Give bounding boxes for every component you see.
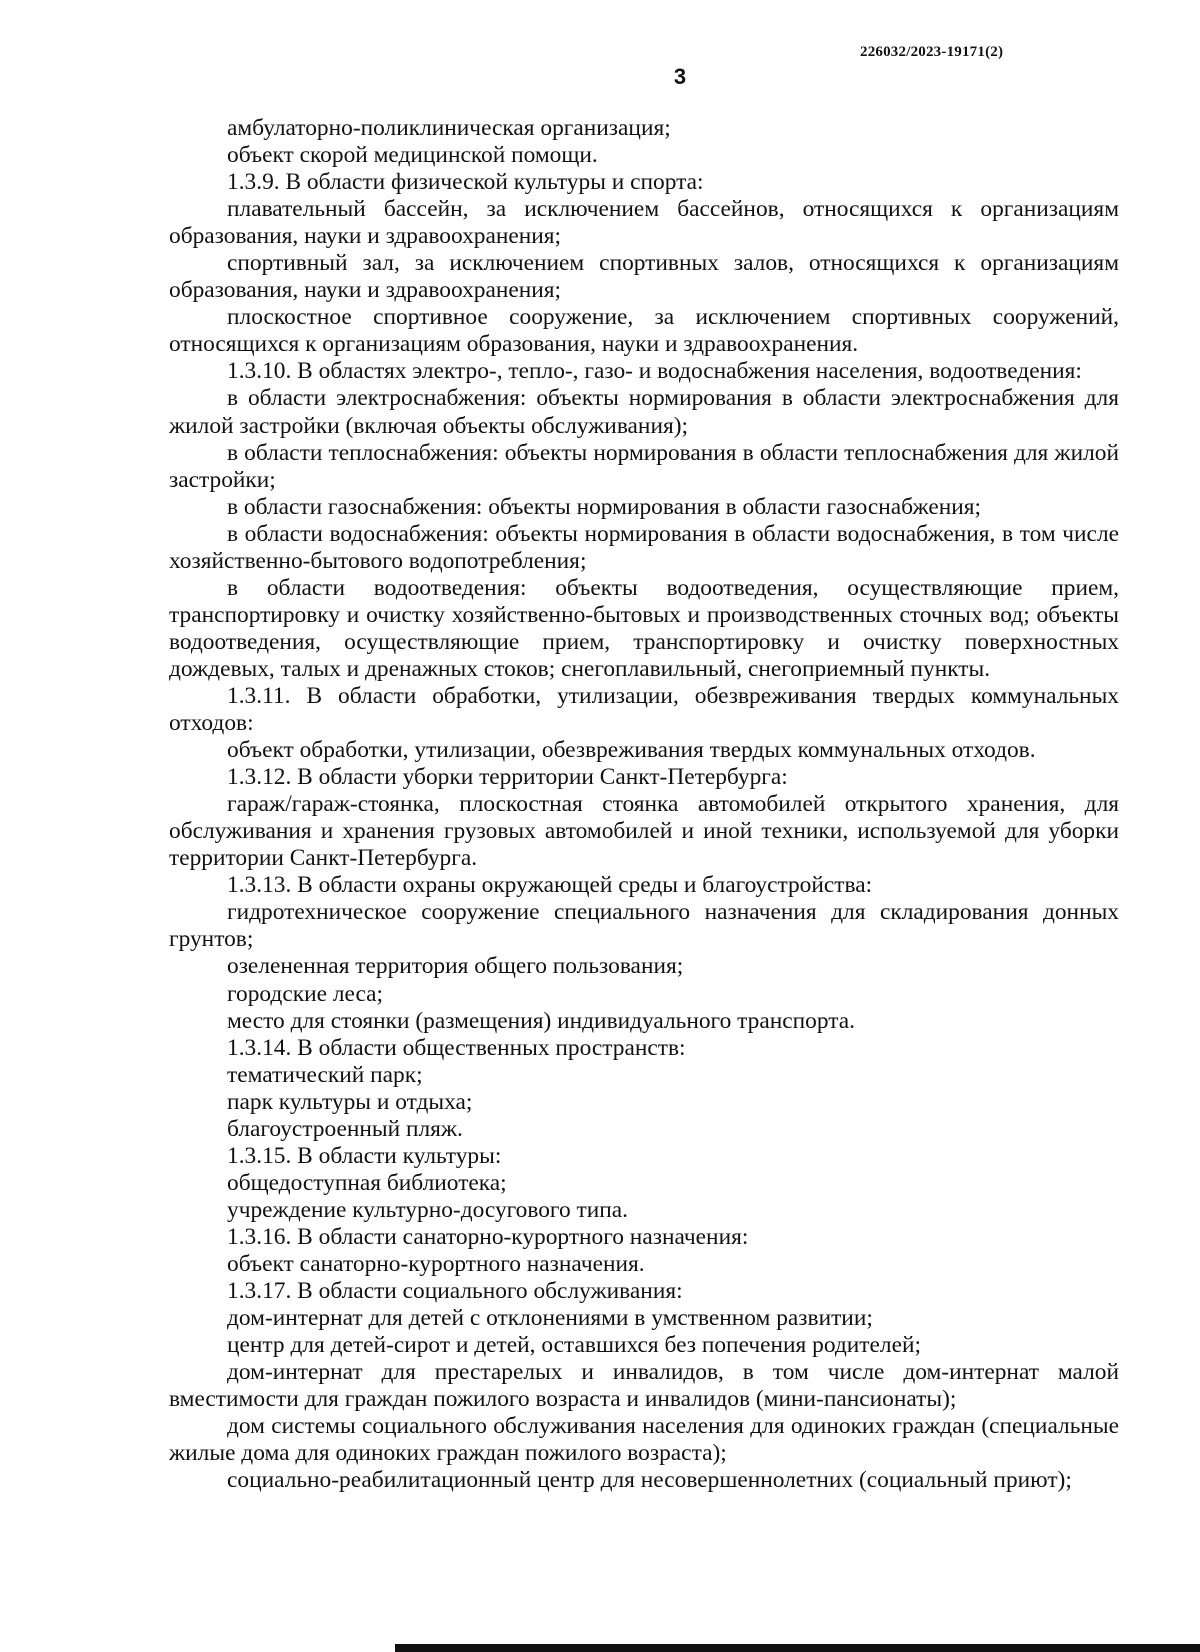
list-item: тематический парк;: [227, 1061, 423, 1088]
document-body: [169, 115, 1119, 1494]
list-item: дом системы социального обслуживания населения для одиноких граждан (специальные жилые дома для одиноких граждан пожилого возраста);: [169, 1413, 1119, 1467]
list-item: парк культуры и отдыха;: [227, 1088, 473, 1115]
section-heading: 1.3.13. В области охраны окружающей среды и благоустройства:: [227, 872, 873, 899]
list-item: дом-интернат для престарелых и инвалидов, в том числе дом-интернат малой вместимости для граждан пожилого возраста и инвалидов (мини-пансионаты);: [169, 1359, 1119, 1413]
section-heading: 1.3.10. В областях электро-, тепло-, газо- и водоснабжения населения, водоотведения:: [227, 358, 1082, 385]
list-item: объект обработки, утилизации, обезвреживания твердых коммунальных отходов.: [227, 737, 1036, 764]
section-heading: 1.3.12. В области уборки территории Санкт-Петербурга:: [227, 764, 788, 791]
list-item: городские леса;: [227, 980, 384, 1007]
list-item: дом-интернат для детей с отклонениями в умственном развитии;: [227, 1305, 873, 1332]
document-registration-number: 226032/2023-19171(2): [860, 44, 1004, 60]
list-item: объект санаторно-курортного назначения.: [227, 1250, 645, 1277]
list-item: озелененная территория общего пользования;: [227, 953, 684, 980]
list-item: социально-реабилитационный центр для несовершеннолетних (социальный приют);: [227, 1467, 1072, 1494]
list-item: в области водоотведения: объекты водоотведения, осуществляющие прием, транспортировку и очистку хозяйственно-бытовых и производственных сточных вод; объекты водоотведения, осуществляющие прием, транспортировку и очистку поверхностных дождевых, талых и дренажных стоков; снегоплавильный, снегоприемный пункты.: [169, 574, 1119, 682]
list-item: в области водоснабжения: объекты нормирования в области водоснабжения, в том числе хозяйственно-бытового водопотребления;: [169, 520, 1119, 574]
list-item: спортивный зал, за исключением спортивных залов, относящихся к организациям образования, науки и здравоохранения;: [169, 250, 1119, 304]
list-item: благоустроенный пляж.: [227, 1115, 463, 1142]
list-item: в области электроснабжения: объекты нормирования в области электроснабжения для жилой застройки (включая объекты обслуживания);: [169, 385, 1119, 439]
section-heading: 1.3.14. В области общественных пространств:: [227, 1034, 686, 1061]
section-heading: 1.3.9. В области физической культуры и спорта:: [227, 169, 704, 196]
section-heading: 1.3.16. В области санаторно-курортного назначения:: [227, 1223, 749, 1250]
list-item: гидротехническое сооружение специального назначения для складирования донных грунтов;: [169, 899, 1119, 953]
list-item: место для стоянки (размещения) индивидуального транспорта.: [227, 1007, 855, 1034]
list-item: центр для детей-сирот и детей, оставшихся без попечения родителей;: [227, 1332, 921, 1359]
list-item: плавательный бассейн, за исключением бассейнов, относящихся к организациям образования, науки и здравоохранения;: [169, 196, 1119, 250]
page-number: 3: [673, 64, 687, 89]
section-heading: 1.3.15. В области культуры:: [227, 1142, 502, 1169]
list-item: в области газоснабжения: объекты нормирования в области газоснабжения;: [227, 493, 982, 520]
list-item: объект скорой медицинской помощи.: [227, 142, 598, 169]
list-item: учреждение культурно-досугового типа.: [227, 1196, 628, 1223]
list-item: в области теплоснабжения: объекты нормирования в области теплоснабжения для жилой застройки;: [169, 439, 1119, 493]
bottom-scan-edge: [395, 1644, 1200, 1652]
list-item: общедоступная библиотека;: [227, 1169, 507, 1196]
list-item: плоскостное спортивное сооружение, за исключением спортивных сооружений, относящихся к организациям образования, науки и здравоохранения.: [169, 304, 1119, 358]
list-item: амбулаторно-поликлиническая организация;: [227, 115, 671, 141]
section-heading: 1.3.17. В области социального обслуживания:: [227, 1278, 683, 1305]
list-item: гараж/гараж-стоянка, плоскостная стоянка автомобилей открытого хранения, для обслуживания и хранения грузовых автомобилей и иной техники, используемой для уборки территории Санкт-Петербурга.: [169, 791, 1119, 872]
section-heading: 1.3.11. В области обработки, утилизации, обезвреживания твердых коммунальных отходов:: [169, 682, 1119, 737]
